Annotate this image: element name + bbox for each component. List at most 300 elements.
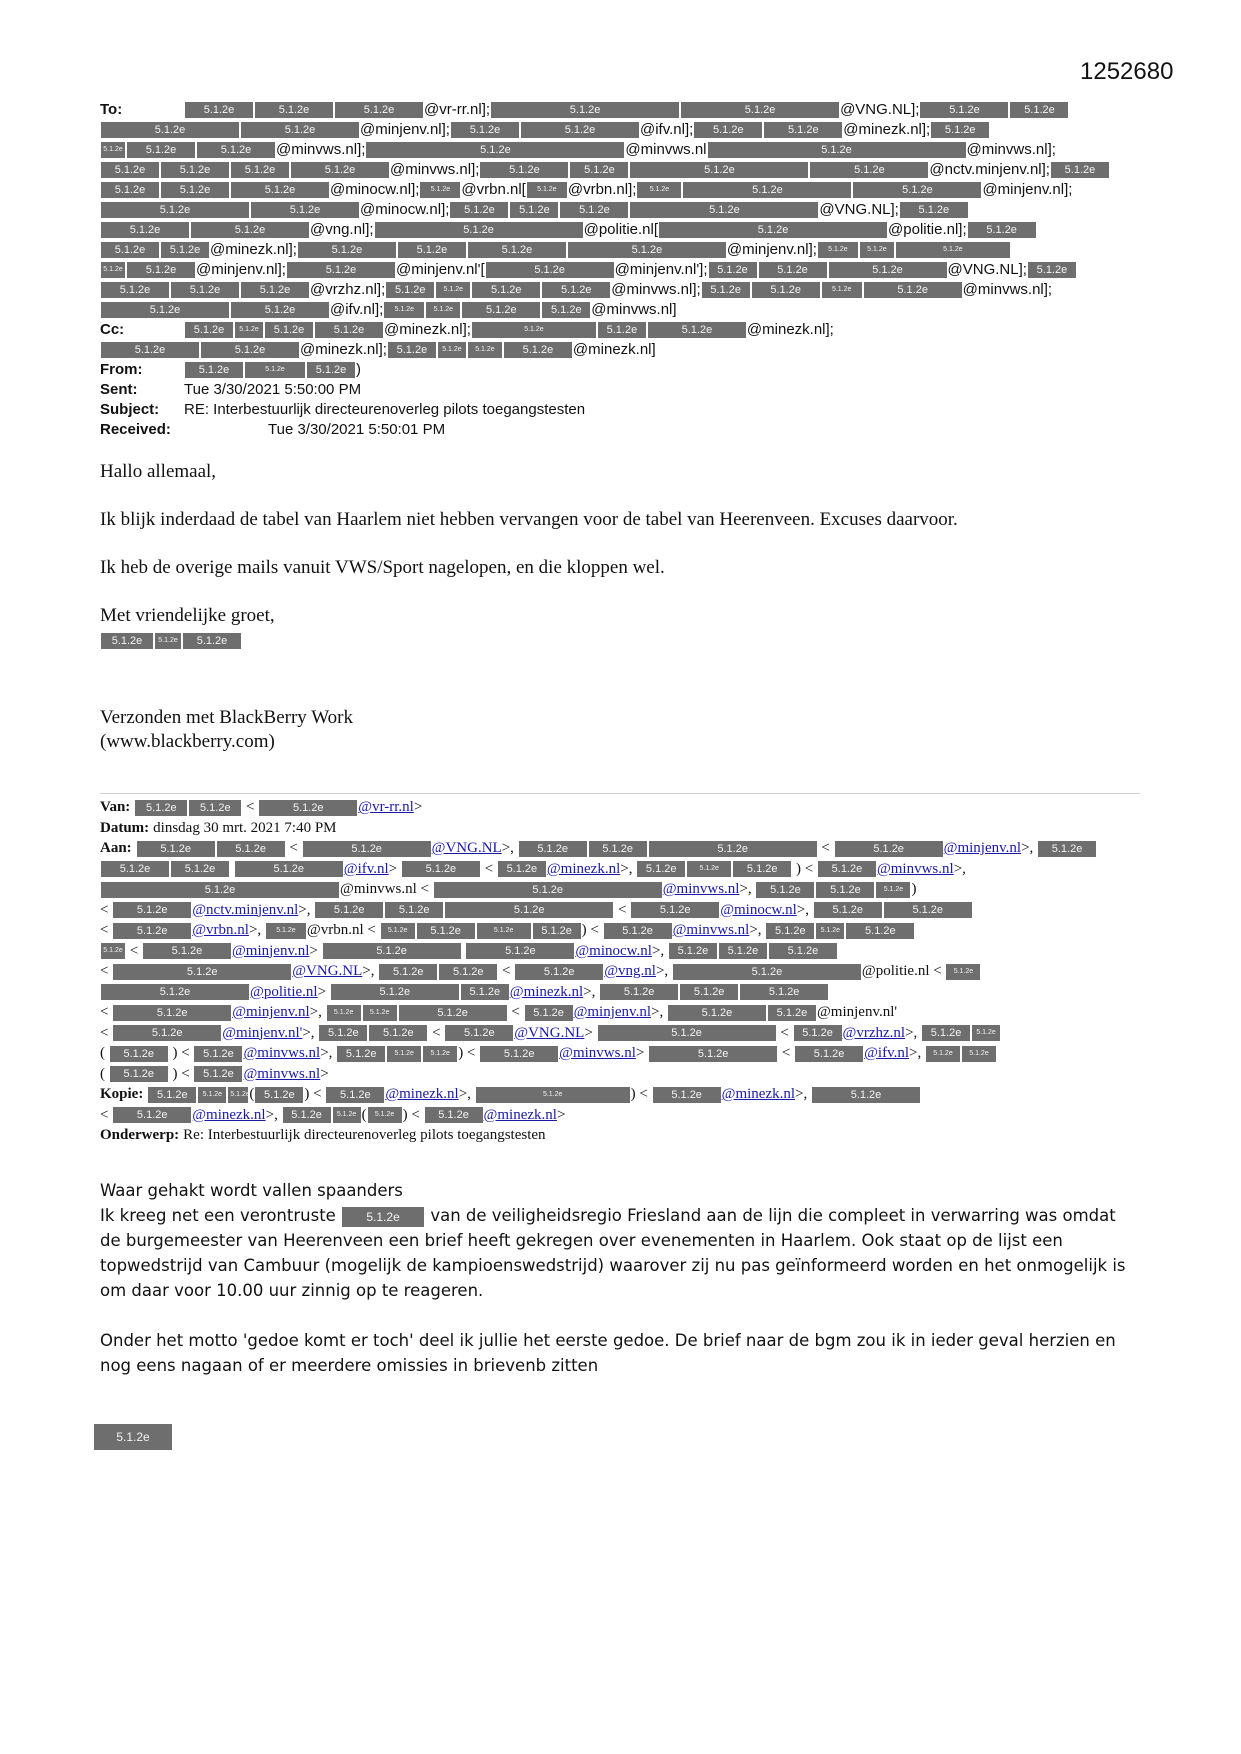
redaction: 5.1.2e [265,322,313,338]
redaction: 5.1.2e [946,964,980,980]
redaction: 5.1.2e [1051,162,1109,178]
redaction: 5.1.2e [161,162,229,178]
redaction: 5.1.2e [896,242,1010,258]
redaction: 5.1.2e [766,923,814,939]
kopie-label: Kopie: [100,1086,144,1102]
redaction: 5.1.2e [649,841,817,857]
sent-row [100,380,1140,400]
redaction: 5.1.2e [171,282,239,298]
redaction: 5.1.2e [110,1066,168,1082]
redaction: 5.1.2e [740,984,828,1000]
redaction: 5.1.2e [245,362,305,378]
redaction: 5.1.2e [962,1046,996,1062]
redaction: 5.1.2e [101,182,159,198]
email-link[interactable]: @VNG.NL [514,1024,585,1041]
email-domain: @minezk.nl]; [843,121,931,138]
redaction: 5.1.2e [846,923,914,939]
email-domain: @minvws.nl] [591,301,677,318]
opening-line: Waar gehakt wordt vallen spaanders [100,1181,403,1200]
redaction: 5.1.2e [829,262,947,278]
to-line-11 [100,300,1140,320]
aan-line-7: < 5.1.2e @VNG.NL>, 5.1.2e 5.1.2e < 5.1.2e @vng.nl>, 5.1.2e @politie.nl < 5.1.2e [100,961,1140,982]
cc-label: Cc: [100,321,125,338]
redaction: 5.1.2e [1028,262,1076,278]
redaction: 5.1.2e [228,1087,248,1103]
aan-line-5: < 5.1.2e @vrbn.nl>, 5.1.2e @vrbn.nl < 5.1.2e 5.1.2e 5.1.2e 5.1.2e ) < 5.1.2e @minvws.nl>, 5.1.2e 5.1.2e 5.1.2e [100,920,1140,941]
email-domain: @minjenv.nl]; [196,261,286,278]
redaction: 5.1.2e [303,841,431,857]
onderwerp-value: Re: Interbestuurlijk directeurenoverleg pilots toegangstesten [183,1127,546,1143]
closing: Met vriendelijke groet, [100,605,275,626]
redaction: 5.1.2e [425,1107,483,1123]
redaction: 5.1.2e [143,943,231,959]
redaction: 5.1.2e [814,902,882,918]
redaction: 5.1.2e [101,984,249,1000]
cc-line-1 [100,320,1140,340]
redaction: 5.1.2e [476,1087,630,1103]
redaction: 5.1.2e [568,242,726,258]
redaction: 5.1.2e [445,902,613,918]
email-domain: @politie.nl]; [888,221,967,238]
email-link[interactable]: @vr-rr.nl [358,799,414,815]
email-domain: @minvws.nl]; [966,141,1056,158]
redaction: 5.1.2e [759,262,827,278]
redaction: 5.1.2e [472,282,540,298]
subject-label: Subject: [100,401,160,418]
redaction: 5.1.2e [113,1107,191,1123]
redaction: 5.1.2e [251,202,359,218]
email-link[interactable]: @minvws.nl [876,860,954,877]
email-link[interactable]: @ifv.nl [343,860,389,877]
email-domain: @minjenv.nl'[ [395,261,485,278]
redaction: 5.1.2e [235,322,263,338]
email-link[interactable]: @minezk.nl [721,1086,796,1102]
email-domain: @vrzhz.nl]; [310,281,386,298]
to-line-4 [100,160,1140,180]
redaction: 5.1.2e [191,222,309,238]
datum-row [100,818,1140,839]
redaction: 5.1.2e [816,882,874,898]
redaction: 5.1.2e [669,943,717,959]
email-link[interactable]: @minezk.nl [192,1106,266,1123]
quoted-message-body [100,1178,1140,1403]
redaction: 5.1.2e [510,202,558,218]
email-link[interactable]: @minezk.nl [509,983,584,1000]
redaction: 5.1.2e [519,841,587,857]
redaction: 5.1.2e [468,242,566,258]
redaction: 5.1.2e [681,102,839,118]
from-row: From: 5.1.2e 5.1.2e 5.1.2e ) [100,361,361,378]
redaction: 5.1.2e [818,242,858,258]
redaction: 5.1.2e [127,262,195,278]
email-domain: @minjenv.nl]; [726,241,817,258]
email-domain: @VNG.NL]; [947,261,1027,278]
redaction: 5.1.2e [291,162,389,178]
aan-label: Aan: [100,840,132,856]
redaction: 5.1.2e [101,122,239,138]
redaction: 5.1.2e [185,362,243,378]
redaction: 5.1.2e [386,282,434,298]
to-line-10 [100,280,1140,300]
email-link[interactable]: @minvws.nl [662,881,740,897]
email-link[interactable]: @vrbn.nl [192,922,249,938]
redaction: 5.1.2e [480,162,568,178]
to-line-1 [100,100,1140,120]
paragraph: Ik blijk inderdaad de tabel van Haarlem niet hebben vervangen voor de tabel van Heerenveen. Excuses daarvoor. [100,509,958,530]
redaction: 5.1.2e [231,162,289,178]
redaction: 5.1.2e [101,943,125,959]
email-link[interactable]: @VNG.NL [292,963,363,979]
redaction: 5.1.2e [769,943,837,959]
redaction: 5.1.2e [368,1107,402,1123]
redaction: 5.1.2e [337,1046,385,1062]
redaction: 5.1.2e [307,362,355,378]
redaction: 5.1.2e [194,1066,242,1082]
redaction: 5.1.2e [450,202,508,218]
redaction: 5.1.2e [752,282,820,298]
redaction: 5.1.2e [794,1025,842,1041]
email-domain: @minvws.nl]; [276,141,366,158]
email-link[interactable]: @minvws.nl [672,922,750,938]
kopie-line-2: < 5.1.2e @minezk.nl>, 5.1.2e 5.1.2e ( 5.1.2e ) < 5.1.2e @minezk.nl> [100,1106,566,1123]
received-label: Received: [100,421,171,438]
redaction: 5.1.2e [366,142,624,158]
redaction: 5.1.2e [113,964,291,980]
redaction: 5.1.2e [498,861,546,877]
redaction: 5.1.2e [683,182,851,198]
onderwerp-label: Onderwerp: [100,1127,180,1143]
redaction: 5.1.2e [110,1046,168,1062]
redaction: 5.1.2e [255,102,333,118]
email-domain: @minvws.nl]; [611,281,701,298]
redaction: 5.1.2e [241,282,309,298]
redaction: 5.1.2e [451,122,519,138]
redaction: 5.1.2e [884,902,972,918]
to-line-3 [100,140,1140,160]
email-link[interactable]: @minjenv.nl [943,840,1022,856]
redaction: 5.1.2e [217,841,285,857]
aan-line-11: ( 5.1.2e ) < 5.1.2e @minvws.nl>, 5.1.2e 5.1.2e 5.1.2e ) < 5.1.2e @minvws.nl> 5.1.2e < 5.1.2e @ifv.nl>, 5.1.2e 5.1.2e [100,1043,1140,1064]
redaction: 5.1.2e [287,262,395,278]
redaction: 5.1.2e [315,322,383,338]
aan-line-12: ( 5.1.2e ) < 5.1.2e @minvws.nl> [100,1065,329,1082]
email-domain: @VNG.NL]; [840,101,920,118]
redaction: 5.1.2e [570,162,628,178]
redaction: 5.1.2e [161,242,209,258]
redaction: 5.1.2e [598,1025,776,1041]
email-domain: @minjenv.nl' [816,1004,898,1020]
email-domain: @vrbn.nl[ [461,181,526,198]
email-domain: @minocw.nl]; [360,201,450,218]
redaction: 5.1.2e [680,984,738,1000]
paragraph: Ik heb de overige mails vanuit VWS/Sport nagelopen, en die kloppen wel. [100,557,665,578]
aan-line-2: 5.1.2e 5.1.2e 5.1.2e @ifv.nl> 5.1.2e < 5.1.2e @minezk.nl>, 5.1.2e 5.1.2e 5.1.2e ) < 5.1.2e @minvws.nl>, [100,859,1140,880]
email-link[interactable]: @minezk.nl [546,860,621,877]
aan-line-3: 5.1.2e @minvws.nl < 5.1.2e @minvws.nl>, 5.1.2e 5.1.2e 5.1.2e ) [100,879,1140,900]
email-domain: @vng.nl]; [310,221,374,238]
redaction: 5.1.2e [398,242,466,258]
redaction: 5.1.2e [101,202,249,218]
email-link[interactable]: @minjenv.nl' [222,1024,303,1041]
email-domain: @minjenv.nl]; [982,181,1073,198]
redaction: 5.1.2e [764,122,842,138]
redaction: 5.1.2e [423,1046,457,1062]
redaction: 5.1.2e [241,122,359,138]
redaction: 5.1.2e [438,342,466,358]
sent-label: Sent: [100,381,138,398]
email-domain: @minvws.nl]; [962,281,1053,298]
email-link[interactable]: @minjenv.nl [231,942,310,959]
redaction: 5.1.2e [101,861,169,877]
kopie-line-1: Kopie: 5.1.2e 5.1.2e 5.1.2e( 5.1.2e ) < 5.1.2e @minezk.nl>, 5.1.2e ) < 5.1.2e @minezk.nl>, 5.1.2e [100,1084,1140,1105]
message-separator [100,793,1140,794]
aan-line-6: 5.1.2e < 5.1.2e @minjenv.nl> 5.1.2e 5.1.2e @minocw.nl>, 5.1.2e 5.1.2e 5.1.2e [100,941,1140,962]
redaction: 5.1.2e [434,882,662,898]
email-link[interactable]: @minocw.nl [720,901,797,918]
redaction: 5.1.2e [931,122,989,138]
redaction: 5.1.2e [420,182,460,198]
redaction: 5.1.2e [515,964,603,980]
redaction: 5.1.2e [266,923,306,939]
redaction: 5.1.2e [768,1005,816,1021]
subject-value: RE: Interbestuurlijk directeurenoverleg pilots toegangstesten [184,401,586,418]
redaction: 5.1.2e [185,102,253,118]
email-domain: @minocw.nl]; [330,181,420,198]
redaction: 5.1.2e [335,102,423,118]
redaction: 5.1.2e [542,282,610,298]
aan-line-1: Aan: 5.1.2e 5.1.2e < 5.1.2e @VNG.NL>, 5.1.2e 5.1.2e 5.1.2e < 5.1.2e @minjenv.nl>, 5.1.2e [100,838,1140,859]
document-id: 1252680 [1080,58,1174,85]
onderwerp-row [100,1125,1140,1146]
redaction: 5.1.2e [101,302,229,318]
redaction: 5.1.2e [101,262,125,278]
redaction: 5.1.2e [486,262,614,278]
redaction: 5.1.2e [709,262,757,278]
redaction: 5.1.2e [525,1005,573,1021]
redaction: 5.1.2e [822,282,862,298]
redaction: 5.1.2e [860,242,894,258]
redaction: 5.1.2e [926,1046,960,1062]
paragraph-part: van de veiligheidsregio Friesland aan de lijn die compleet in verwarring was omdat de burgemeester van Heerenveen een brief heeft gekregen over evenementen in Haarlem. Ook staat op de lijst een topwedstrijd van Cambuur (mogelijk de kampioenswedstrijd) waarover zij nu pas geïnformeerd worden en het onmogelijk is om daar voor 10.00 uur zinnig op te reageren. [100,1206,1126,1300]
to-line-2 [100,120,1140,140]
redaction: 5.1.2e [719,943,767,959]
email-link[interactable]: @minvws.nl [559,1045,636,1061]
redaction: 5.1.2e [363,1005,397,1021]
redaction: 5.1.2e [171,861,229,877]
to-label: To: [100,101,123,118]
redaction: 5.1.2e [385,902,443,918]
email-domain: @minjenv.nl']; [614,261,708,278]
email-link[interactable]: @ifv.nl [864,1045,910,1061]
received-value: Tue 3/30/2021 5:50:01 PM [268,421,446,438]
redaction: 5.1.2e [876,882,910,898]
redaction: 5.1.2e [101,162,159,178]
redaction: 5.1.2e [648,322,746,338]
email-link[interactable]: @minjenv.nl [232,1004,310,1020]
email-domain: @minvws.nl [340,881,417,897]
to-line-6 [100,200,1140,220]
redaction: 5.1.2e [795,1046,863,1062]
email-link[interactable]: @minvws.nl [243,1065,321,1082]
redaction: 5.1.2e [1010,102,1068,118]
redaction: 5.1.2e [426,302,460,318]
redaction: 5.1.2e [436,282,470,298]
redaction: 5.1.2e [402,861,480,877]
redaction: 5.1.2e [477,923,531,939]
greeting: Hallo allemaal, [100,461,217,482]
email-link[interactable]: @minjenv.nl [573,1004,651,1020]
redaction: 5.1.2e [542,302,590,318]
redaction: 5.1.2e [155,633,181,649]
redaction: 5.1.2e [527,182,567,198]
email-domain: @minezk.nl]; [746,321,834,338]
redaction: 5.1.2e [101,633,153,649]
redaction: 5.1.2e [472,322,596,338]
datum-value: dinsdag 30 mrt. 2021 7:40 PM [153,819,337,836]
from-label: From: [100,361,143,378]
redaction: 5.1.2e [101,222,189,238]
redaction: 5.1.2e [101,242,159,258]
redaction: 5.1.2e [864,282,962,298]
email-domain: @ifv.nl]; [330,301,384,318]
redaction: 5.1.2e [687,861,731,877]
redaction: 5.1.2e [853,182,981,198]
redaction: 5.1.2e [283,1107,331,1123]
redaction: 5.1.2e [298,242,396,258]
cc-line-2 [100,340,1140,360]
datum-label: Datum: [100,819,150,836]
redaction: 5.1.2e [113,1005,231,1021]
redaction: 5.1.2e [900,202,968,218]
sent-value: Tue 3/30/2021 5:50:00 PM [184,381,362,398]
redaction: 5.1.2e [101,342,199,358]
email-link[interactable]: @minvws.nl [243,1045,321,1061]
redaction: 5.1.2e [702,282,750,298]
redaction: 5.1.2e [101,282,169,298]
email-link[interactable]: @minezk.nl [385,1086,459,1102]
redaction: 5.1.2e [480,1046,558,1062]
redaction: 5.1.2e [379,964,437,980]
van-row: Van: 5.1.2e 5.1.2e < 5.1.2e @vr-rr.nl> [100,797,1140,818]
redaction: 5.1.2e [198,1087,226,1103]
redaction: 5.1.2e [668,1005,766,1021]
quoted-header [100,797,1140,1146]
redaction: 5.1.2e [183,633,241,649]
signature-redactions [100,628,1120,652]
redaction: 5.1.2e [387,1046,421,1062]
redaction: 5.1.2e [659,222,887,238]
redaction: 5.1.2e [810,162,928,178]
redaction: 5.1.2e [197,142,275,158]
redaction: 5.1.2e [113,1025,221,1041]
redaction: 5.1.2e [600,984,678,1000]
redaction: 5.1.2e [756,882,814,898]
redaction: 5.1.2e [816,923,844,939]
email-domain: @minezk.nl]; [300,341,387,358]
email-domain: @minezk.nl]; [210,241,297,258]
redaction: 5.1.2e [369,1025,427,1041]
email-domain: @nctv.minjenv.nl]; [929,161,1050,178]
redaction: 5.1.2e [342,1207,424,1227]
email-domain: @minezk.nl] [572,341,656,358]
redaction: 5.1.2e [491,102,679,118]
redaction: 5.1.2e [1038,841,1096,857]
redaction: 5.1.2e [835,841,943,857]
email-link[interactable]: @minocw.nl [575,942,652,959]
email-link[interactable]: @minezk.nl [483,1106,557,1123]
aan-line-9: < 5.1.2e @minjenv.nl>, 5.1.2e 5.1.2e 5.1.2e < 5.1.2e @minjenv.nl>, 5.1.2e 5.1.2e @minjenv.nl' [100,1004,898,1020]
redaction: 5.1.2e [113,902,191,918]
redaction: 5.1.2e [521,122,639,138]
email-link[interactable]: @vrzhz.nl [842,1024,906,1041]
paragraph-part: Ik kreeg net een verontruste [100,1206,336,1225]
redaction: 5.1.2e [101,882,339,898]
email-domain: @politie.nl [861,963,930,979]
email-domain: @vrbn.nl [306,922,364,938]
email-link[interactable]: @politie.nl [250,983,318,1000]
to-line-5 [100,180,1140,200]
redaction: 5.1.2e [468,342,502,358]
redaction: 5.1.2e [637,861,685,877]
redaction: 5.1.2e [127,142,195,158]
received-row [100,420,1140,440]
email-domain: @minjenv.nl]; [360,121,450,138]
redaction: 5.1.2e [812,1087,920,1103]
to-line-9 [100,260,1140,280]
redaction: 5.1.2e [630,202,818,218]
email-domain: @vrbn.nl]; [567,181,637,198]
email-domain: @minezk.nl]; [384,321,471,338]
redaction: 5.1.2e [323,943,461,959]
redaction: 5.1.2e [466,943,574,959]
redaction: 5.1.2e [315,902,383,918]
redaction: 5.1.2e [231,182,329,198]
email-domain: @VNG.NL]; [819,201,899,218]
email-link[interactable]: @VNG.NL [431,840,502,856]
redaction: 5.1.2e [399,1005,507,1021]
email-domain: @vr-rr.nl]; [424,101,491,118]
redaction: 5.1.2e [319,1025,367,1041]
redaction: 5.1.2e [445,1025,513,1041]
redaction: 5.1.2e [818,861,876,877]
sent-from-url: (www.blackberry.com) [100,731,275,752]
redaction: 5.1.2e [137,841,215,857]
redaction: 5.1.2e [462,302,540,318]
redaction: 5.1.2e [653,1087,721,1103]
email-domain: @minvws.nl]; [390,161,480,178]
to-line-8 [100,240,1140,260]
email-header [100,100,1140,440]
redaction: 5.1.2e [504,342,572,358]
redaction: 5.1.2e [259,800,357,816]
to-line-7 [100,220,1140,240]
redaction: 5.1.2e [326,1087,384,1103]
redaction: 5.1.2e [388,342,436,358]
redaction: 5.1.2e [161,182,229,198]
redaction: 5.1.2e [135,800,187,816]
email-link[interactable]: @vng.nl [604,963,656,979]
email-link[interactable]: @nctv.minjenv.nl [192,901,299,918]
redaction: 5.1.2e [113,923,191,939]
redaction: 5.1.2e [968,222,1036,238]
redaction: 5.1.2e [649,1046,777,1062]
redaction: 5.1.2e [589,841,647,857]
redaction: 5.1.2e [604,923,672,939]
redaction: 5.1.2e [194,1046,242,1062]
redaction: 5.1.2e [331,984,459,1000]
redaction: 5.1.2e [631,902,719,918]
message-body [100,460,1120,754]
